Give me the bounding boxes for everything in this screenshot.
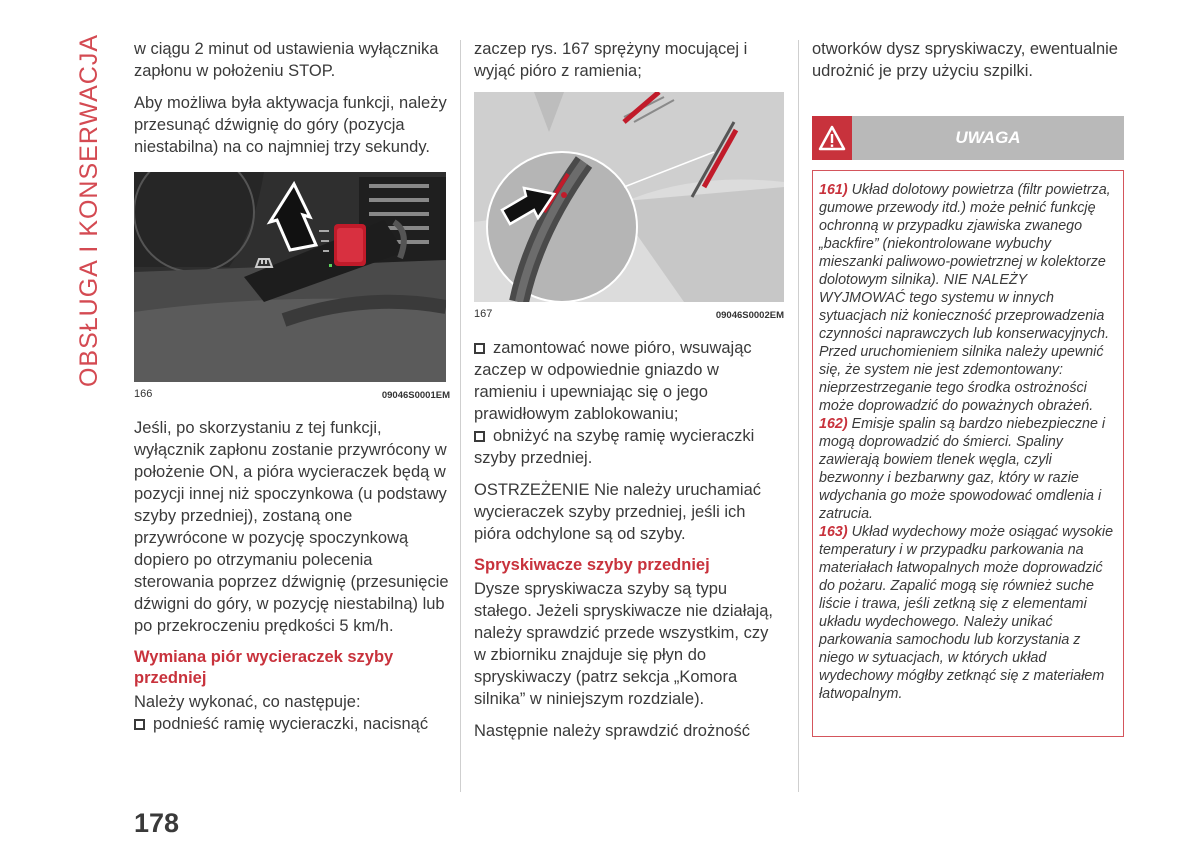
figure-code: 09046S0002EM bbox=[715, 310, 784, 321]
paragraph: otworków dysz spryskiwaczy, ewentualnie udrożnić je przy użyciu szpilki. bbox=[812, 40, 1118, 80]
paragraph: Następnie należy sprawdzić drożność bbox=[474, 722, 751, 740]
figure-166-stalk-image bbox=[134, 172, 446, 382]
warning-box bbox=[812, 170, 1124, 737]
section-tab bbox=[70, 33, 110, 387]
warning-number: 162) bbox=[819, 416, 848, 432]
paragraph: Dysze spryskiwacza szyby są typu stałego. Jeżeli spryskiwacze nie działają, należy sprawdzić przede wszystkim, czy w zbiorniku znajduje się płyn do spryskiwaczy (patrz sekcja „Komora silnika” w niniejszym rozdziale). bbox=[474, 580, 773, 708]
section-tab-label: OBSŁUGA I KONSERWACJA bbox=[75, 33, 104, 387]
figure-number: 166 bbox=[134, 388, 153, 400]
section-heading: Wymiana piór wycieraczek szyby przedniej bbox=[134, 648, 394, 687]
list-item: podnieść ramię wycieraczki, nacisnąć bbox=[134, 713, 450, 735]
figure-code: 09046S0001EM bbox=[381, 390, 450, 401]
figure-caption bbox=[134, 388, 450, 401]
wiper-stalk-illustration bbox=[134, 172, 446, 382]
warning-title: UWAGA bbox=[955, 128, 1021, 147]
warning-item: 163) Układ wydechowy może osiągać wysokie temperatury i w przypadku parkowania na materiałach łatwopalnych może doprowadzić do pożaru. Zapalić mogą się również suche liście i trawa, jeśli zetkną się z elementami układu wydechowego. Należy unikać parkowania samochodu lub korzystania z niego w sytuacjach, w których układ wydechowy mógłby zetknąć się z materiałem łatwopalnym. bbox=[819, 524, 1114, 702]
paragraph: Należy wykonać, co następuje: bbox=[134, 693, 361, 711]
figure-number: 167 bbox=[474, 308, 493, 320]
warning-number: 163) bbox=[819, 524, 848, 540]
warning-item: 161) Układ dolotowy powietrza (filtr powietrza, gumowe przewody itd.) może pełnić funkcję ochronną w przypadku zjawiska zwanego „backfire” (niekontrolowane wybuchy mieszanki paliwowo-powietrznej w kolektorze dolotowym silnika). NIE NALEŻY WYJMOWAĆ tego systemu w innych sytuacjach niż konieczność przeprowadzenia czynności naprawczych lub konserwacyjnych. Przed uruchomieniem silnika należy upewnić się, że system nie jest zdemontowany: nieprzestrzeganie tego środka ostrożności może doprowadzić do poważnych obrażeń. bbox=[819, 182, 1111, 414]
list-item: obniżyć na szybę ramię wycieraczki szyby przedniej. bbox=[474, 427, 755, 467]
column-3 bbox=[812, 38, 1124, 737]
paragraph: zaczep rys. 167 sprężyny mocującej i wyjąć pióro z ramienia; bbox=[474, 40, 748, 80]
section-heading: Spryskiwacze szyby przedniej bbox=[474, 556, 710, 574]
warning-header bbox=[812, 116, 1124, 160]
warning-number: 161) bbox=[819, 182, 848, 198]
column-divider bbox=[460, 40, 461, 792]
page-number: 178 bbox=[134, 808, 180, 838]
paragraph: OSTRZEŻENIE Nie należy uruchamiać wycieraczek szyby przedniej, jeśli ich pióra odchylone są od szyby. bbox=[474, 481, 762, 543]
figure-167-wiper-image bbox=[474, 92, 784, 302]
list-item: zamontować nowe pióro, wsuwając zaczep w odpowiednie gniazdo w ramieniu i upewniając się o jego prawidłowym zablokowaniu; bbox=[474, 339, 752, 423]
wiper-blade-illustration bbox=[474, 92, 784, 302]
checkbox-square-icon bbox=[134, 719, 145, 730]
column-2 bbox=[474, 38, 784, 752]
checkbox-square-icon bbox=[474, 431, 485, 442]
column-1 bbox=[134, 38, 450, 735]
warning-item: 162) Emisje spalin są bardzo niebezpieczne i mogą doprowadzić do śmierci. Spaliny zawierają bowiem tlenek węgla, czyli bezwonny i bezbarwny gaz, który w razie wdychania go może spowodować omdlenia i zatrucia. bbox=[819, 416, 1106, 522]
warning-triangle-icon bbox=[812, 116, 852, 160]
checkbox-square-icon bbox=[474, 343, 485, 354]
column-divider bbox=[798, 40, 799, 792]
figure-caption bbox=[474, 308, 784, 321]
paragraph: Aby możliwa była aktywacja funkcji, należy przesunąć dźwignię do góry (pozycja niestabilna) na co najmniej trzy sekundy. bbox=[134, 94, 447, 156]
paragraph: w ciągu 2 minut od ustawienia wyłącznika zapłonu w położeniu STOP. bbox=[134, 40, 439, 80]
paragraph: Jeśli, po skorzystaniu z tej funkcji, wyłącznik zapłonu zostanie przywrócony w położenie ON, a pióra wycieraczek będą w pozycji innej niż spoczynkowa (u podstawy szyby przedniej), zostaną one przywrócone w pozycję spoczynkową dopiero po otrzymaniu polecenia sterowania poprzez dźwignię (przesunięcie dźwigni do góry, w pozycję niestabilną) lub po przekroczeniu prędkości 5 km/h. bbox=[134, 419, 449, 635]
